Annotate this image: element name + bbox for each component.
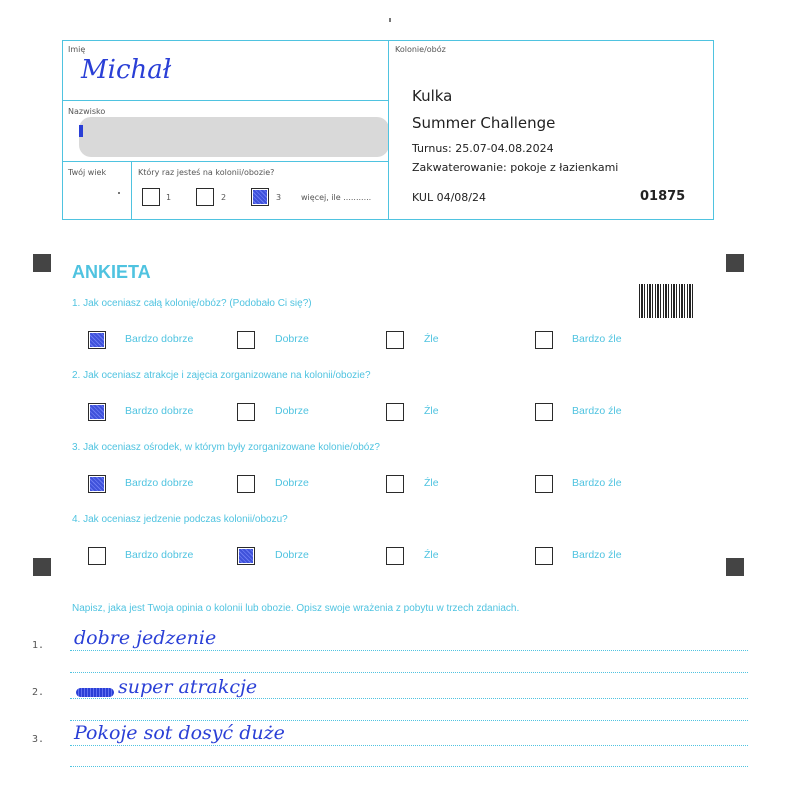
opinion-line-3-text[interactable]: Pokoje sot dosyć duże — [74, 722, 285, 744]
first-name-value[interactable]: Michał — [81, 55, 172, 85]
times-label: Który raz jesteś na kolonii/obozie? — [138, 168, 275, 177]
camp-label: Kolonie/obóz — [395, 45, 446, 54]
times-checkbox-2[interactable] — [196, 188, 214, 206]
q1-option-bardzo-zle: Bardzo źle — [572, 333, 622, 345]
opinion-line-2-scribble — [76, 688, 114, 697]
q1-checkbox-bardzo-dobrze[interactable] — [88, 331, 106, 349]
opinion-line-1-rule-2 — [70, 672, 748, 673]
alignment-marker-top-left — [33, 254, 51, 272]
q4-option-bardzo-dobrze: Bardzo dobrze — [125, 549, 194, 561]
q1-checkbox-dobrze[interactable] — [237, 331, 255, 349]
times-option-2: 2 — [221, 193, 227, 202]
q2-option-bardzo-dobrze: Bardzo dobrze — [125, 405, 194, 417]
alignment-marker-top-right — [726, 254, 744, 272]
q4-checkbox-zle[interactable] — [386, 547, 404, 565]
q2-option-zle: Źle — [424, 405, 439, 417]
q4-checkbox-bardzo-zle[interactable] — [535, 547, 553, 565]
alignment-marker-bottom-right — [726, 558, 744, 576]
times-more-label: więcej, ile ........... — [301, 193, 372, 202]
q1-checkbox-zle[interactable] — [386, 331, 404, 349]
opinion-line-2-rule — [70, 698, 748, 699]
question-1-text: 1. Jak oceniasz całą kolonię/obóz? (Podobało Ci się?) — [72, 298, 312, 309]
camp-code: KUL 04/08/24 — [412, 191, 486, 204]
opinion-line-3-number: 3. — [32, 734, 45, 745]
q2-checkbox-dobrze[interactable] — [237, 403, 255, 421]
q3-option-dobrze: Dobrze — [275, 477, 309, 489]
q3-option-bardzo-zle: Bardzo źle — [572, 477, 622, 489]
first-name-label: Imię — [68, 45, 86, 54]
age-dot — [118, 192, 120, 194]
q1-option-dobrze: Dobrze — [275, 333, 309, 345]
times-option-1: 1 — [166, 193, 172, 202]
q3-checkbox-bardzo-dobrze[interactable] — [88, 475, 106, 493]
times-checkbox-3[interactable] — [251, 188, 269, 206]
q4-option-bardzo-zle: Bardzo źle — [572, 549, 622, 561]
opinion-line-1-number: 1. — [32, 640, 45, 651]
times-option-3: 3 — [276, 193, 282, 202]
q2-option-bardzo-zle: Bardzo źle — [572, 405, 622, 417]
opinion-line-3-rule — [70, 745, 748, 746]
last-name-ink-mark — [79, 125, 83, 137]
q2-checkbox-zle[interactable] — [386, 403, 404, 421]
last-name-box — [62, 100, 389, 162]
q2-checkbox-bardzo-dobrze[interactable] — [88, 403, 106, 421]
times-box — [131, 161, 389, 220]
top-mark — [389, 18, 391, 22]
q3-option-bardzo-dobrze: Bardzo dobrze — [125, 477, 194, 489]
q3-option-zle: Źle — [424, 477, 439, 489]
question-2-text: 2. Jak oceniasz atrakcje i zajęcia zorganizowane na kolonii/obozie? — [72, 370, 371, 381]
barcode — [639, 284, 693, 318]
q1-option-bardzo-dobrze: Bardzo dobrze — [125, 333, 194, 345]
camp-box — [388, 40, 714, 220]
times-checkbox-1[interactable] — [142, 188, 160, 206]
camp-turnus: Turnus: 25.07-04.08.2024 — [412, 142, 554, 155]
q2-checkbox-bardzo-zle[interactable] — [535, 403, 553, 421]
q1-option-zle: Źle — [424, 333, 439, 345]
camp-place: Kulka — [412, 87, 453, 105]
opinion-line-3-rule-2 — [70, 766, 748, 767]
opinion-prompt: Napisz, jaka jest Twoja opinia o kolonii lub obozie. Opisz swoje wrażenia z pobytu w trzech zdaniach. — [72, 603, 520, 614]
first-name-box — [62, 40, 389, 101]
q1-checkbox-bardzo-zle[interactable] — [535, 331, 553, 349]
camp-number: 01875 — [640, 189, 686, 204]
question-4-text: 4. Jak oceniasz jedzenie podczas kolonii/obozu? — [72, 514, 288, 525]
q4-checkbox-dobrze[interactable] — [237, 547, 255, 565]
question-3-text: 3. Jak oceniasz ośrodek, w którym były zorganizowane kolonie/obóz? — [72, 442, 380, 453]
alignment-marker-bottom-left — [33, 558, 51, 576]
opinion-line-2-rule-2 — [70, 720, 748, 721]
camp-name: Summer Challenge — [412, 114, 556, 132]
opinion-line-1-text[interactable]: dobre jedzenie — [74, 627, 217, 649]
q3-checkbox-zle[interactable] — [386, 475, 404, 493]
last-name-redaction — [79, 117, 389, 157]
survey-title: ANKIETA — [72, 262, 151, 282]
age-box — [62, 161, 132, 220]
q4-option-zle: Źle — [424, 549, 439, 561]
q4-option-dobrze: Dobrze — [275, 549, 309, 561]
q2-option-dobrze: Dobrze — [275, 405, 309, 417]
q3-checkbox-bardzo-zle[interactable] — [535, 475, 553, 493]
opinion-line-1-rule — [70, 650, 748, 651]
camp-accommodation: Zakwaterowanie: pokoje z łazienkami — [412, 161, 619, 174]
age-label: Twój wiek — [68, 168, 107, 177]
opinion-line-2-number: 2. — [32, 687, 45, 698]
q3-checkbox-dobrze[interactable] — [237, 475, 255, 493]
q4-checkbox-bardzo-dobrze[interactable] — [88, 547, 106, 565]
last-name-label: Nazwisko — [68, 107, 106, 116]
opinion-line-2-text[interactable]: super atrakcje — [118, 676, 258, 698]
